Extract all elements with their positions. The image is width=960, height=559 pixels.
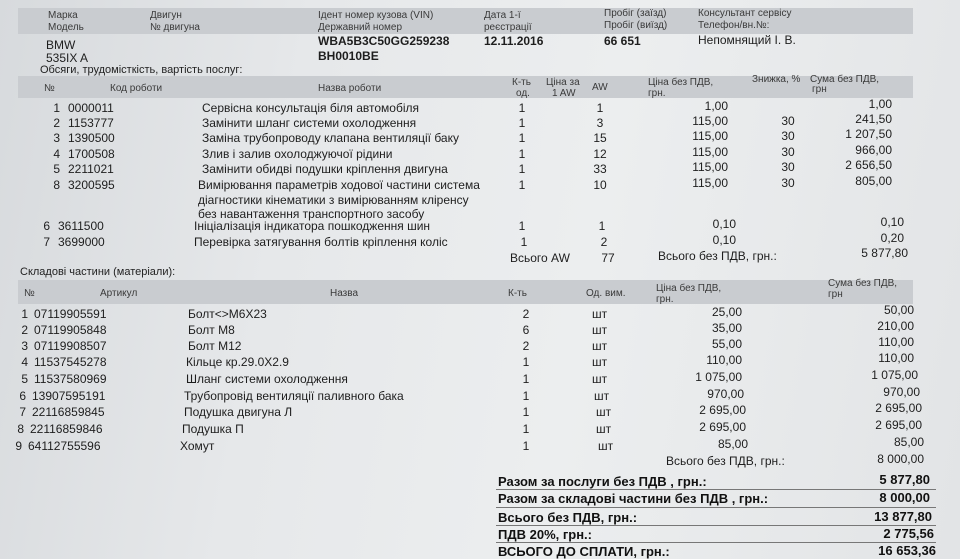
svc-row-discount: 30 — [781, 160, 795, 174]
svc-row-no: 7 — [43, 235, 50, 249]
part-row-unit: шт — [594, 389, 610, 403]
services-total-aw: 77 — [601, 251, 615, 265]
part-row-qty: 1 — [522, 355, 530, 369]
part-row-sum: 110,00 — [878, 335, 914, 349]
svc-row-qty: 1 — [518, 162, 526, 176]
parts-col-name: Назва — [330, 288, 359, 299]
part-row-unit: шт — [598, 439, 614, 453]
svc-col-sum-2: грн — [812, 84, 827, 95]
svc-row-qty: 1 — [518, 131, 526, 145]
label-make: Марка — [48, 10, 78, 21]
part-row-article: 64112755596 — [28, 439, 101, 453]
svc-row-price: 115,00 — [692, 160, 728, 174]
part-row-qty: 2 — [522, 339, 530, 353]
svc-row-price: 1,00 — [704, 99, 728, 113]
value-reg-date: 12.11.2016 — [484, 34, 544, 48]
svc-row-discount: 30 — [781, 176, 795, 190]
svc-row-no: 2 — [53, 116, 60, 130]
svc-row-sum: 2 656,50 — [845, 158, 892, 172]
label-consultant: Консультант сервісу — [698, 8, 792, 19]
part-row-no: 1 — [21, 307, 28, 321]
svc-row-name: Перевірка затягування болтів кріплення коліс — [194, 235, 448, 249]
svc-col-sum: Сума без ПДВ, — [810, 74, 880, 85]
svc-row-qty: 1 — [518, 101, 526, 115]
value-make: BMW — [46, 38, 76, 52]
svc-row-qty: 1 — [518, 147, 526, 161]
label-mileage-in: Пробіг (заїзд) — [604, 8, 667, 19]
summary-vat-value: 2 775,56 — [883, 526, 934, 541]
value-model: 535IX A — [46, 51, 89, 65]
svc-row-sum: 0,20 — [880, 231, 904, 245]
parts-total-label: Всього без ПДВ, грн.: — [666, 454, 785, 468]
part-row-sum: 2 695,00 — [875, 418, 922, 432]
svc-row-no: 6 — [43, 219, 50, 233]
svc-row-discount: 30 — [781, 129, 795, 143]
part-row-qty: 1 — [522, 389, 530, 403]
part-row-sum: 2 695,00 — [875, 401, 922, 415]
part-row-article: 07119905848 — [34, 323, 107, 337]
part-row-qty: 2 — [522, 307, 530, 321]
summary-subtotal-label: Всього без ПДВ, грн.: — [498, 510, 638, 525]
part-row-unit: шт — [596, 405, 612, 419]
svc-col-price: Ціна без ПДВ, — [648, 77, 714, 88]
parts-col-no: № — [24, 288, 35, 299]
svc-row-aw: 1 — [596, 101, 604, 115]
summary-divider — [496, 507, 936, 508]
svc-col-qty-2: од. — [516, 88, 530, 99]
svc-row-sum: 1,00 — [868, 97, 892, 111]
part-row-sum: 970,00 — [883, 385, 920, 399]
svc-row-name: Заміна трубопроводу клапана вентиляції баку — [202, 131, 459, 145]
svc-row-aw: 33 — [593, 162, 607, 176]
label-phone: Телефон/вн.№: — [698, 20, 770, 31]
part-row-no: 4 — [21, 355, 28, 369]
services-total-aw-label: Всього AW — [510, 251, 570, 265]
parts-header-band — [18, 280, 913, 304]
label-reg-date: Дата 1-ї — [484, 10, 521, 21]
svc-row-qty: 1 — [520, 235, 528, 249]
parts-col-qty: К-ть — [508, 288, 527, 299]
part-row-article: 11537545278 — [34, 355, 107, 369]
svc-row-name: Вимірювання параметрів ходової частини система — [198, 178, 480, 192]
svc-row-name: Замінити шланг системи охолодження — [202, 116, 417, 130]
part-row-article: 11537580969 — [34, 372, 107, 386]
part-row-sum: 50,00 — [883, 303, 914, 317]
label-engine-no: № двигуна — [150, 22, 200, 33]
part-row-no: 5 — [21, 372, 28, 386]
part-row-article: 07119905591 — [34, 307, 107, 321]
svc-row-sum: 966,00 — [855, 143, 892, 157]
part-row-qty: 1 — [522, 422, 530, 436]
part-row-name: Подушка П — [182, 422, 244, 436]
svc-row-aw: 3 — [596, 116, 604, 130]
part-row-sum: 210,00 — [877, 319, 914, 333]
svc-row-no: 3 — [53, 131, 60, 145]
part-row-no: 9 — [15, 439, 22, 453]
parts-col-article: Артикул — [100, 288, 138, 299]
summary-grand-total-value: 16 653,36 — [878, 543, 936, 558]
summary-grand-total-label: ВСЬОГО ДО СПЛАТИ, грн.: — [498, 544, 670, 559]
summary-parts-label: Разом за складові частини без ПДВ , грн.: — [498, 491, 769, 506]
label-reg-date-2: реєстрації — [484, 22, 532, 33]
part-row-no: 2 — [21, 323, 28, 337]
svc-row-name: Сервісна консультація біля автомобіля — [202, 101, 419, 115]
part-row-no: 7 — [19, 405, 26, 419]
svc-row-code: 3200595 — [68, 178, 115, 192]
part-row-sum: 1 075,00 — [871, 368, 918, 382]
part-row-price: 35,00 — [711, 321, 742, 335]
label-plate: Державний номер — [318, 22, 403, 33]
svc-col-qty: К-ть — [512, 77, 531, 88]
part-row-price: 1 075,00 — [695, 370, 742, 384]
value-plate: BH0010BE — [318, 49, 379, 63]
summary-vat-label: ПДВ 20%, грн.: — [498, 527, 592, 542]
part-row-price: 55,00 — [711, 337, 742, 351]
part-row-no: 8 — [17, 422, 24, 436]
part-row-article: 22116859846 — [30, 422, 103, 436]
part-row-name: Шланг системи охолодження — [186, 372, 348, 386]
svc-row-code: 0000011 — [68, 101, 114, 115]
svc-row-price: 115,00 — [692, 129, 728, 143]
svc-row-aw: 1 — [598, 219, 606, 233]
svc-row-price: 115,00 — [692, 114, 728, 128]
svc-row-aw: 12 — [593, 147, 607, 161]
part-row-unit: шт — [596, 422, 612, 436]
part-row-name: Хомут — [180, 439, 215, 453]
summary-services-value: 5 877,80 — [879, 472, 930, 487]
svc-row-name: Замінити обидві подушки кріплення двигуна — [202, 162, 448, 176]
part-row-no: 3 — [21, 339, 28, 353]
part-row-qty: 1 — [522, 405, 530, 419]
svc-col-discount: Знижка, % — [752, 74, 801, 85]
svc-row-qty: 1 — [518, 116, 526, 130]
svc-row-name: без навантаження транспортного засобу — [198, 207, 425, 221]
part-row-sum: 85,00 — [893, 435, 924, 449]
part-row-name: Кільце кр.29.0X2.9 — [186, 355, 289, 369]
svc-col-aw: AW — [592, 82, 608, 93]
value-mileage: 66 651 — [604, 34, 641, 48]
svc-row-name: Ініціалізація індикатора пошкодження шин — [194, 219, 431, 233]
parts-col-price-2: грн. — [656, 294, 674, 305]
svc-row-code: 1390500 — [68, 131, 115, 145]
svc-row-code: 3699000 — [58, 235, 105, 249]
svc-col-code: Код роботи — [110, 83, 163, 94]
svc-row-sum: 0,10 — [880, 215, 904, 229]
part-row-name: Болт M12 — [188, 339, 242, 353]
svc-row-code: 2211021 — [68, 162, 114, 176]
part-row-no: 6 — [19, 389, 26, 403]
part-row-name: Болт<>M6X23 — [188, 307, 267, 321]
label-model: Модель — [48, 22, 84, 33]
svc-row-qty: 1 — [518, 219, 526, 233]
part-row-name: Болт M8 — [188, 323, 235, 337]
part-row-qty: 1 — [522, 372, 530, 386]
parts-col-unit: Од. вим. — [586, 288, 626, 299]
part-row-price: 25,00 — [711, 305, 742, 319]
svc-row-sum: 241,50 — [855, 112, 892, 126]
summary-subtotal-value: 13 877,80 — [874, 509, 932, 524]
value-vin: WBA5B3C50GG259238 — [318, 34, 450, 48]
value-consultant: Непомнящий І. В. — [698, 33, 796, 47]
part-row-price: 2 695,00 — [699, 403, 746, 417]
label-mileage-out: Пробіг (виїзд) — [604, 20, 668, 31]
part-row-price: 2 695,00 — [699, 420, 746, 434]
services-total: 5 877,80 — [861, 246, 908, 260]
part-row-sum: 110,00 — [878, 351, 914, 365]
svc-row-code: 1700508 — [68, 147, 115, 161]
part-row-article: 07119908507 — [34, 339, 107, 353]
parts-col-sum: Сума без ПДВ, — [828, 278, 898, 289]
svc-row-sum: 1 207,50 — [845, 127, 892, 141]
part-row-price: 85,00 — [717, 437, 748, 451]
services-title: Обсяги, трудомісткість, вартість послуг: — [40, 64, 243, 76]
svc-row-price: 0,10 — [712, 217, 736, 231]
parts-col-sum-2: грн — [828, 289, 843, 300]
svc-row-discount: 30 — [781, 114, 795, 128]
svc-row-code: 1153777 — [68, 116, 114, 130]
part-row-qty: 1 — [522, 439, 530, 453]
svc-row-discount: 30 — [781, 145, 795, 159]
svc-row-no: 1 — [53, 101, 60, 115]
svc-col-price-aw-2: 1 AW — [552, 88, 576, 99]
part-row-unit: шт — [592, 355, 608, 369]
svc-row-qty: 1 — [518, 178, 526, 192]
parts-title: Складові частини (матеріали): — [20, 266, 176, 278]
svc-col-price-aw: Ціна за — [546, 77, 580, 88]
svc-col-no: № — [44, 83, 55, 94]
svc-row-code: 3611500 — [58, 219, 104, 233]
part-row-qty: 6 — [522, 323, 530, 337]
part-row-name: Трубопровід вентиляції паливного бака — [184, 389, 404, 403]
part-row-unit: шт — [592, 372, 608, 386]
services-total-label: Всього без ПДВ, грн.: — [658, 249, 777, 263]
svc-row-aw: 10 — [593, 178, 607, 192]
svc-col-name: Назва роботи — [318, 83, 382, 94]
part-row-article: 22116859845 — [32, 405, 105, 419]
svc-row-price: 115,00 — [692, 145, 728, 159]
part-row-unit: шт — [592, 307, 608, 321]
part-row-unit: шт — [592, 323, 608, 337]
svc-row-name: діагностики кінематики з вимірюванням кліренсу — [198, 193, 469, 207]
part-row-price: 110,00 — [706, 353, 742, 367]
svc-row-no: 8 — [53, 178, 60, 192]
summary-parts-value: 8 000,00 — [879, 490, 930, 505]
label-vin: Ідент номер кузова (VIN) — [318, 10, 434, 21]
svc-row-name: Злив і залив охолоджуючої рідини — [202, 147, 393, 161]
svc-row-sum: 805,00 — [855, 174, 892, 188]
svc-row-no: 5 — [53, 162, 60, 176]
parts-total: 8 000,00 — [877, 452, 924, 466]
summary-services-label: Разом за послуги без ПДВ , грн.: — [498, 474, 707, 489]
svc-row-no: 4 — [53, 147, 60, 161]
part-row-article: 13907595191 — [32, 389, 106, 403]
svc-col-price-2: грн. — [648, 88, 666, 99]
label-engine: Двигун — [150, 10, 182, 21]
svc-row-aw: 15 — [593, 131, 607, 145]
svc-row-price: 115,00 — [692, 176, 728, 190]
part-row-price: 970,00 — [707, 387, 744, 401]
svc-row-price: 0,10 — [712, 233, 736, 247]
part-row-name: Подушка двигуна Л — [184, 405, 293, 419]
svc-row-aw: 2 — [600, 235, 608, 249]
part-row-unit: шт — [592, 339, 608, 353]
parts-col-price: Ціна без ПДВ, — [656, 283, 722, 294]
